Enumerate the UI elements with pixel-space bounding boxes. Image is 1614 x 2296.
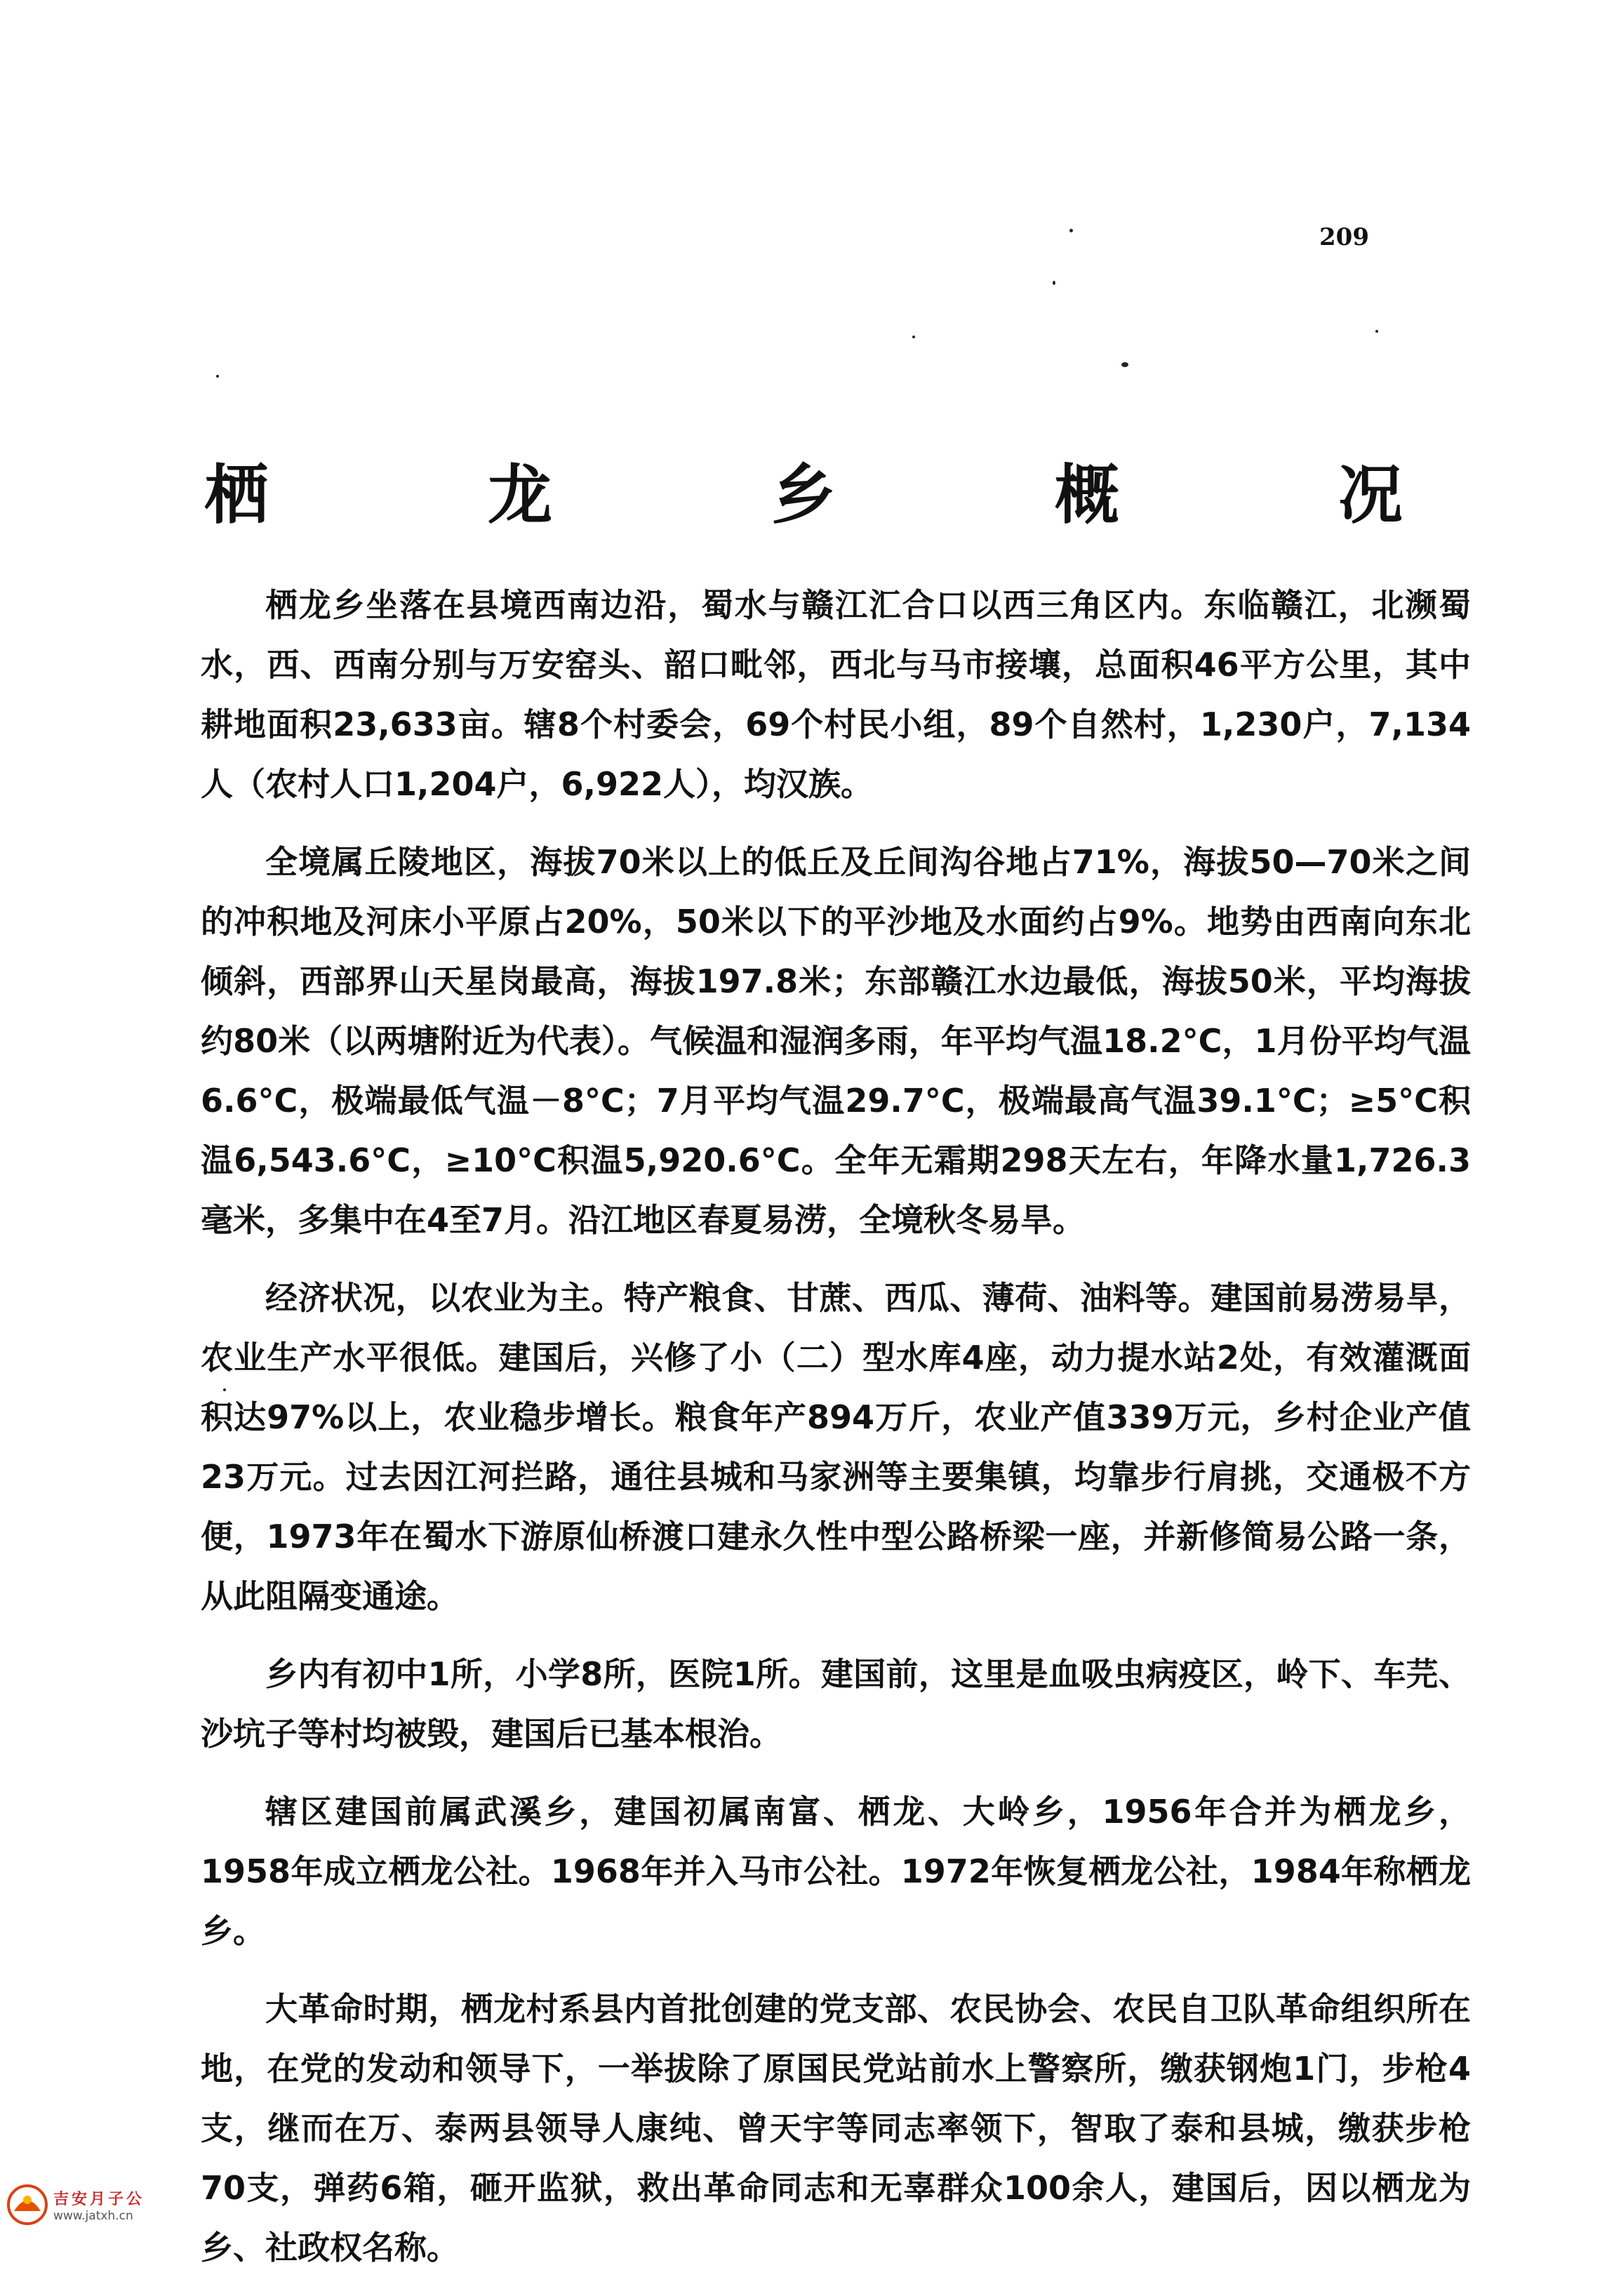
- scan-speck: [1121, 362, 1128, 367]
- page-number: 209: [1319, 223, 1369, 251]
- scan-speck: [1053, 281, 1055, 285]
- scan-speck: [1069, 229, 1073, 232]
- page-title: 栖 龙 乡 概 况: [204, 457, 1502, 533]
- watermark-logo-icon: [6, 2183, 49, 2227]
- paragraph-education-health: 乡内有初中1所，小学8所，医院1所。建国前，这里是血吸虫病疫区，岭下、车芫、沙坑子等村均被毁，建国后已基本根治。: [201, 1655, 1471, 1753]
- watermark-name: 吉安月子公: [53, 2190, 145, 2208]
- scan-speck: [912, 336, 915, 338]
- watermark: [6, 2183, 145, 2227]
- watermark-url: www.jatxh.cn: [53, 2208, 133, 2223]
- scan-speck: [216, 375, 219, 378]
- scan-speck: [223, 1388, 226, 1391]
- paragraph-history: 辖区建国前属武溪乡，建国初属南富、栖龙、大岭乡，1956年合并为栖龙乡，1958年成立栖龙公社。1968年并入马市公社。1972年恢复栖龙公社，1984年称栖龙乡。: [201, 1793, 1471, 1950]
- paragraph-geography-climate: 全境属丘陵地区，海拔70米以上的低丘及丘间沟谷地占71%，海拔50—70米之间的冲积地及河床小平原占20%，50米以下的平沙地及水面约占9%。地势由西南向东北倾斜，西部界山天星岗最高，海拔197.8米；东部赣江水边最低，海拔50米，平均海拔约80米（以两塘附近为代表）。气候温和湿润多雨，年平均气温18.2°C，1月份平均气温6.6°C，极端最低气温－8°C；7月平均气温29.7°C，极端最高气温39.1°C；≥5°C积温6,543.6°C，≥10°C积温5,920.6°C。全年无霜期298天左右，年降水量1,726.3毫米，多集中在4至7月。沿江地区春夏易涝，全境秋冬易旱。: [201, 843, 1471, 1239]
- paragraph-economy: 经济状况，以农业为主。特产粮食、甘蔗、西瓜、薄荷、油料等。建国前易涝易旱，农业生产水平很低。建国后，兴修了小（二）型水库4座，动力提水站2处，有效灌溉面积达97%以上，农业稳步增长。粮食年产894万斤，农业产值339万元，乡村企业产值23万元。过去因江河拦路，通往县城和马家洲等主要集镇，均靠步行肩挑，交通极不方便，1973年在蜀水下游原仙桥渡口建永久性中型公路桥梁一座，并新修简易公路一条，从此阻隔变通途。: [201, 1279, 1471, 1615]
- scan-speck: [1375, 330, 1378, 333]
- body-text: [201, 576, 1471, 2296]
- paragraph-revolution: 大革命时期，栖龙村系县内首批创建的党支部、农民协会、农民自卫队革命组织所在地，在党的发动和领导下，一举拔除了原国民党站前水上警察所，缴获钢炮1门，步枪4支，继而在万、泰两县领导人康纯、曾天宇等同志率领下，智取了泰和县城，缴获步枪70支，弹药6箱，砸开监狱，救出革命同志和无辜群众100余人，建国后，因以栖龙为乡、社政权名称。: [201, 1990, 1471, 2267]
- paragraph-location: 栖龙乡坐落在县境西南边沿，蜀水与赣江汇合口以西三角区内。东临赣江，北濒蜀水，西、西南分别与万安窑头、韶口毗邻，西北与马市接壤，总面积46平方公里，其中耕地面积23,633亩。辖8个村委会，69个村民小组，89个自然村，1,230户，7,134人（农村人口1,204户，6,922人），均汉族。: [201, 586, 1471, 803]
